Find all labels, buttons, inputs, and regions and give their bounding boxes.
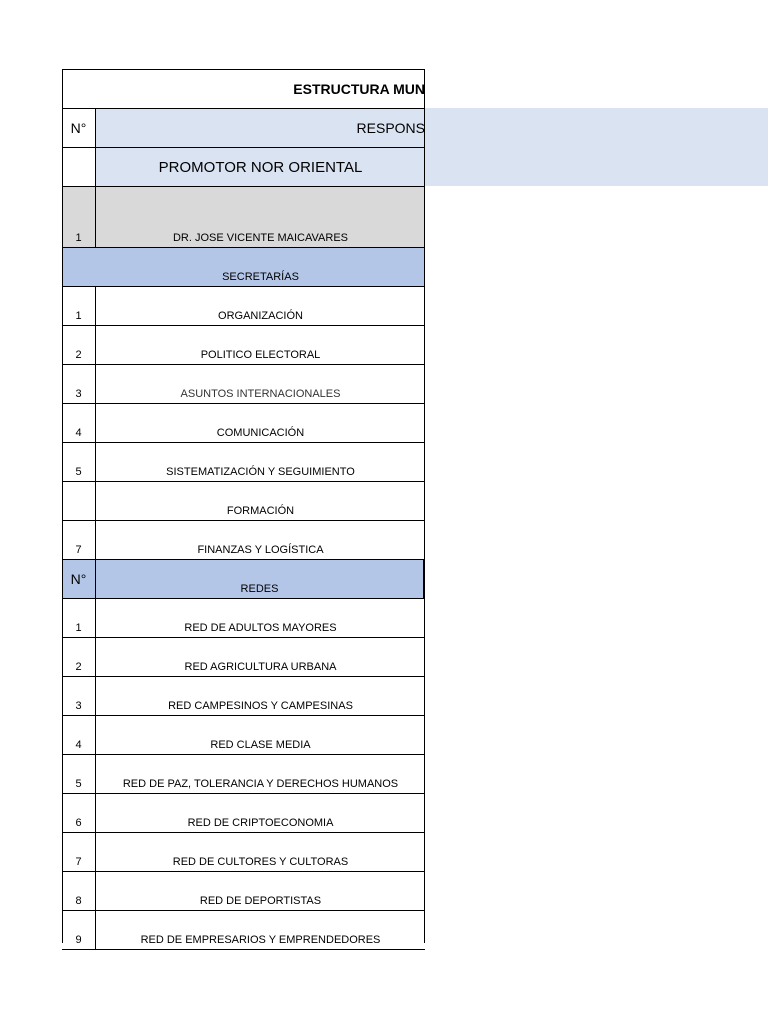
title-row[interactable] — [62, 69, 425, 109]
structure-table — [62, 69, 425, 950]
table-row[interactable] — [62, 326, 425, 365]
table-row[interactable] — [62, 599, 425, 638]
director-name[interactable]: DR. JOSE VICENTE MAICAVARES — [96, 187, 425, 247]
table-row[interactable] — [62, 521, 425, 560]
header-band-extension — [424, 108, 768, 186]
row-num[interactable]: 5 — [62, 755, 96, 793]
row-name[interactable]: RED DE CULTORES Y CULTORAS — [172, 856, 349, 868]
row-name[interactable]: SISTEMATIZACIÓN Y SEGUIMIENTO — [166, 466, 355, 478]
redes-header-row[interactable] — [62, 560, 425, 599]
row-num[interactable]: 4 — [62, 404, 96, 442]
responsable-header[interactable]: RESPONS — [96, 109, 425, 147]
row-name[interactable]: RED CLASE MEDIA — [210, 739, 311, 751]
row-name[interactable]: RED DE PAZ, TOLERANCIA Y DERECHOS HUMANOS — [122, 778, 399, 790]
secretarias-num-cell[interactable] — [62, 248, 96, 286]
table-row[interactable] — [62, 872, 425, 911]
row-name[interactable]: RED DE CRIPTOECONOMIA — [187, 817, 334, 829]
row-name[interactable]: FINANZAS Y LOGÍSTICA — [197, 544, 324, 556]
row-num[interactable]: 6 — [62, 794, 96, 832]
row-num[interactable]: 7 — [62, 521, 96, 559]
table-row[interactable] — [62, 365, 425, 404]
row-num[interactable]: 4 — [62, 716, 96, 754]
row-name[interactable]: RED DE ADULTOS MAYORES — [184, 622, 337, 634]
secretarias-header-row[interactable] — [62, 248, 425, 287]
row-num[interactable]: 7 — [62, 833, 96, 871]
promotor-num-cell[interactable] — [62, 148, 96, 186]
row-num[interactable] — [62, 482, 96, 520]
table-row[interactable] — [62, 287, 425, 326]
row-num[interactable]: 3 — [62, 677, 96, 715]
table-row[interactable] — [62, 794, 425, 833]
table-row[interactable] — [62, 833, 425, 872]
table-row[interactable] — [62, 638, 425, 677]
promotor-label[interactable]: PROMOTOR NOR ORIENTAL — [96, 148, 425, 186]
director-row[interactable] — [62, 187, 425, 248]
row-num[interactable]: 9 — [62, 911, 96, 949]
row-name[interactable]: RED DE EMPRESARIOS Y EMPRENDEDORES — [140, 934, 381, 946]
row-name[interactable]: RED AGRICULTURA URBANA — [184, 661, 337, 673]
table-row[interactable] — [62, 911, 425, 950]
table-row[interactable] — [62, 755, 425, 794]
row-num[interactable]: 2 — [62, 638, 96, 676]
row-num[interactable]: 2 — [62, 326, 96, 364]
row-num[interactable]: 5 — [62, 443, 96, 481]
table-row[interactable] — [62, 482, 425, 521]
row-num[interactable]: 8 — [62, 872, 96, 910]
row-name[interactable]: COMUNICACIÓN — [216, 427, 305, 439]
row-name[interactable]: RED DE DEPORTISTAS — [199, 895, 322, 907]
redes-label[interactable]: REDES — [96, 560, 425, 598]
director-num[interactable]: 1 — [62, 187, 96, 247]
row-num[interactable]: 3 — [62, 365, 96, 403]
table-title[interactable]: ESTRUCTURA MUN — [293, 80, 425, 97]
promotor-row[interactable] — [62, 148, 425, 187]
row-name[interactable]: FORMACIÓN — [226, 505, 295, 517]
row-num[interactable]: 1 — [62, 287, 96, 325]
table-row[interactable] — [62, 716, 425, 755]
header-row[interactable] — [62, 109, 425, 148]
row-name[interactable]: POLITICO ELECTORAL — [200, 349, 321, 361]
row-name[interactable]: ASUNTOS INTERNACIONALES — [180, 388, 341, 400]
table-row[interactable] — [62, 404, 425, 443]
table-row[interactable] — [62, 677, 425, 716]
secretarias-label[interactable]: SECRETARÍAS — [96, 248, 425, 286]
table-row[interactable] — [62, 443, 425, 482]
row-name[interactable]: ORGANIZACIÓN — [218, 310, 303, 322]
redes-num-header[interactable]: N° — [62, 560, 96, 598]
num-header[interactable]: N° — [62, 109, 96, 147]
row-name[interactable]: RED CAMPESINOS Y CAMPESINAS — [168, 700, 353, 712]
row-num[interactable]: 1 — [62, 599, 96, 637]
